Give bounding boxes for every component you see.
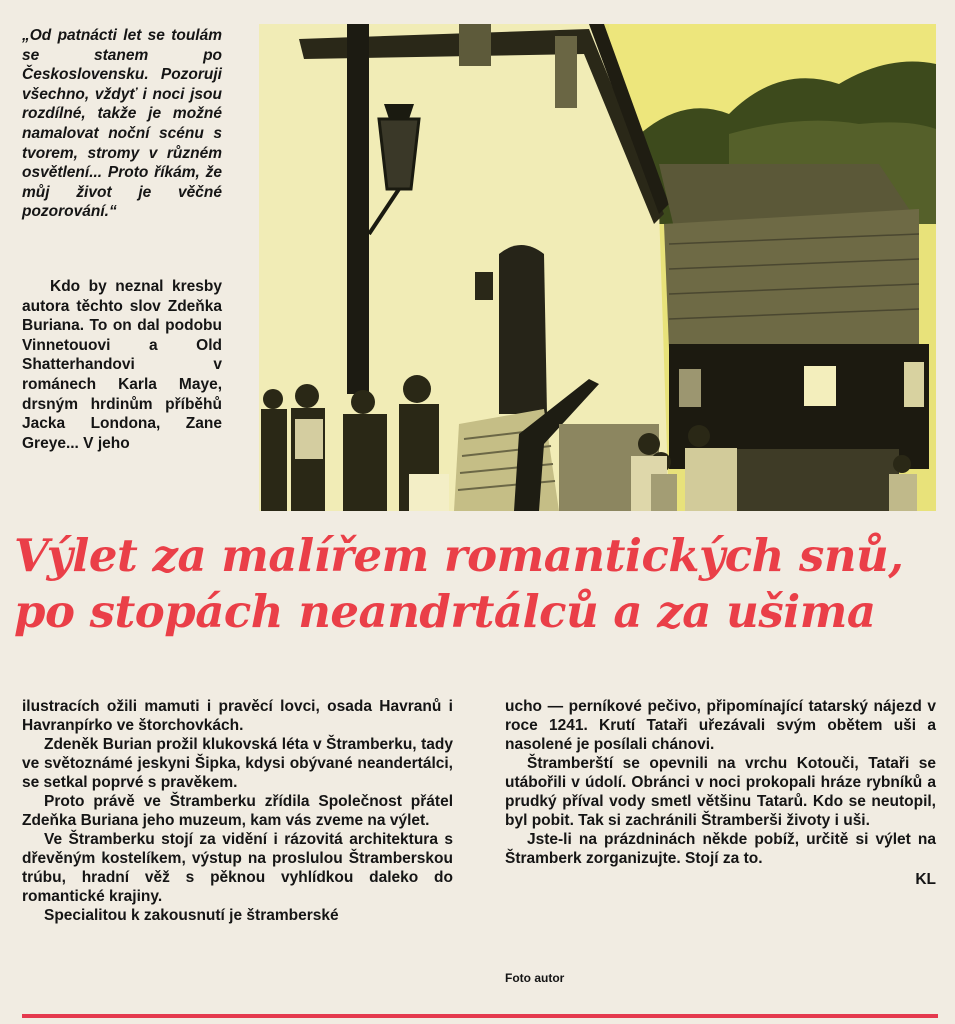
headline-line-2: po stopách neandrtálců a za ušima [14, 585, 876, 638]
headline [14, 528, 949, 640]
article-column-2 [505, 697, 936, 889]
paragraph: ucho — perníkové pečivo, připomínající tatarský nájezd v roce 1241. Krutí Tataři uřezávali svým obětem uši a nasolené je posílali chánovi. [505, 698, 936, 753]
article-column-1 [22, 697, 453, 925]
photo-credit: Foto autor [505, 971, 565, 985]
bottom-rule [22, 1014, 938, 1018]
paragraph: Štramberští se opevnili na vrchu Kotouči, Tataři se utábořili v údolí. Obránci v noci prokopali hráze rybníků a prudký příval vody smetl většinu Tatarů. Kdo se neutopil, byl pobit. Tak si zachránili Štramberši životy i uši. [505, 755, 936, 829]
paragraph: Zdeněk Burian prožil klukovská léta v Štramberku, tady ve světoznámé jeskyni Šipka, kdysi obývané neandertálci, se setkal poprvé s pravěkem. [22, 736, 453, 791]
author-quote: „Od patnácti let se toulám se stanem po Československu. Pozoruji všechno, vždyť i noci jsou rozdílné, takže je možné namalovat noční scénu s tvorem, stromy v různém osvětlení... Proto říkám, že můj život je věčné pozorování.“ [22, 27, 222, 221]
author-signature: KL [915, 871, 936, 888]
paragraph: Ve Štramberku stojí za vidění i rázovitá architektura s dřevěným kostelíkem, výstup na proslulou Štramberskou trúbu, hradní věž s pěknou vyhlídkou daleko do romantické krajiny. [22, 831, 453, 905]
headline-line-1: Výlet za malířem romantických snů, [14, 529, 904, 582]
intro-text [22, 277, 222, 453]
paragraph: Specialitou k zakousnutí je štramberské [44, 907, 339, 924]
paragraph: ilustracích ožili mamuti i pravěcí lovci, osada Havranů i Havranpírko ve štorchovkách. [22, 698, 453, 734]
street-photo [259, 24, 936, 511]
paragraph: Proto právě ve Štramberku zřídila Společnost přátel Zdeňka Buriana jeho muzeum, kam vás zveme na výlet. [22, 793, 453, 829]
intro-text-content: Kdo by neznal kresby autora těchto slov Zdeňka Buriana. To on dal podobu Vinnetouovi a Old Shatterhandovi v románech Karla Maye, drsným hrdinům příběhů Jacka Londona, Zane Greye... V jeho [22, 278, 222, 452]
paragraph: Jste-li na prázdninách někde pobíž, určitě si výlet na Štramberk zorganizujte. Stojí za to. [505, 831, 936, 867]
